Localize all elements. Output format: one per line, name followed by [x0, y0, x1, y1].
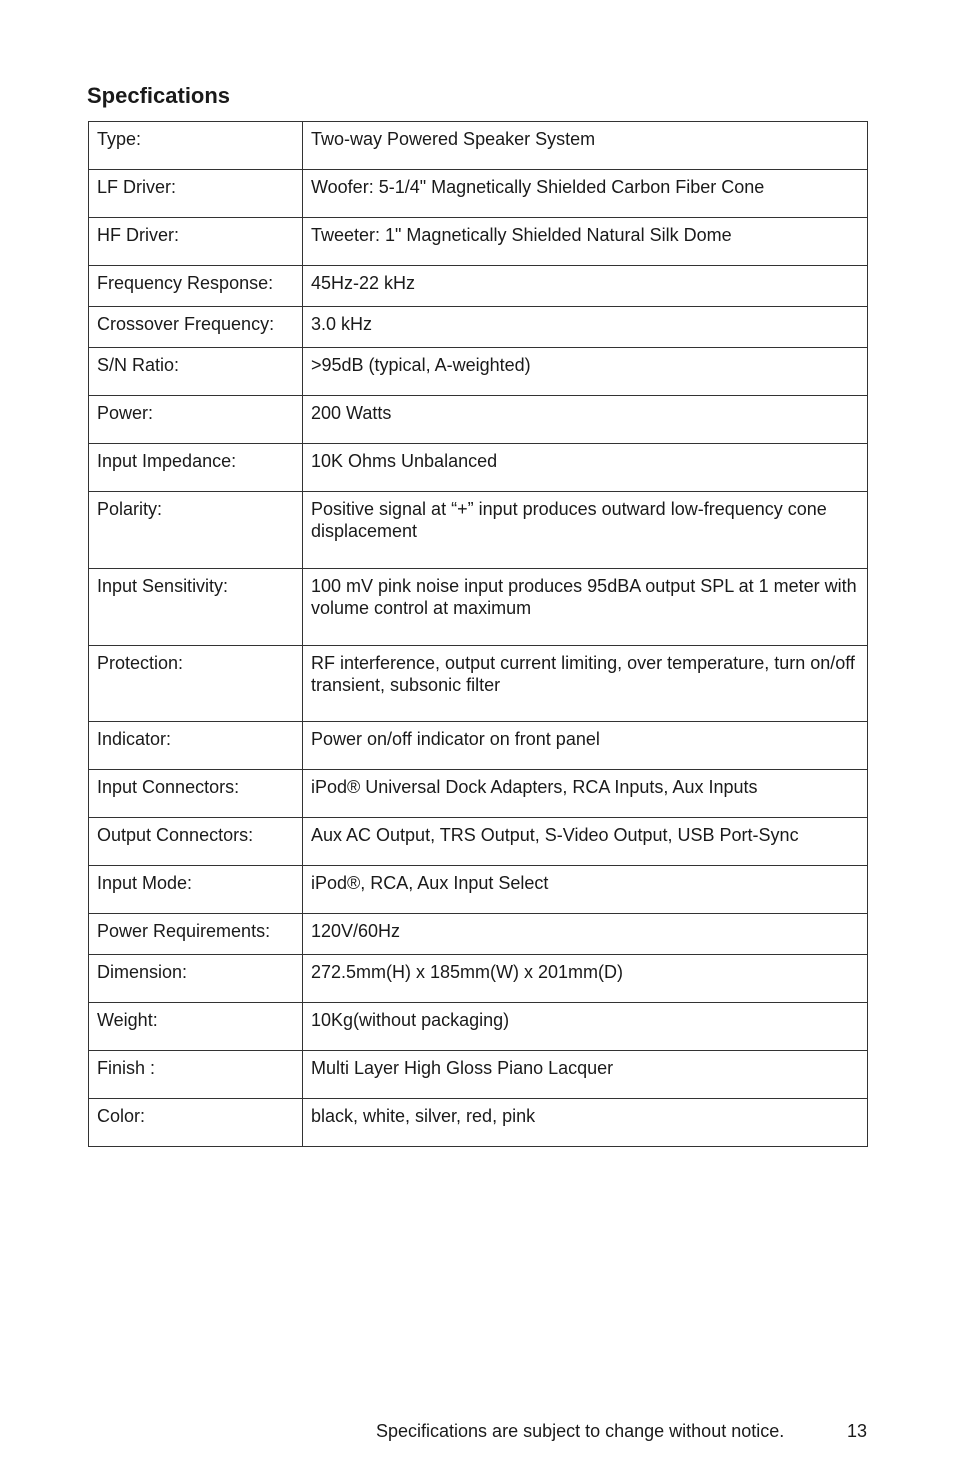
table-row: [89, 218, 868, 266]
spec-value: 10Kg(without packaging): [303, 1003, 868, 1051]
spec-value: Tweeter: 1" Magnetically Shielded Natural Silk Dome: [303, 218, 868, 266]
spec-label: Type:: [89, 122, 303, 170]
spec-label: Weight:: [89, 1003, 303, 1051]
spec-value: Two-way Powered Speaker System: [303, 122, 868, 170]
page-number: 13: [847, 1421, 868, 1441]
spec-label: Finish :: [89, 1051, 303, 1099]
spec-label: Color:: [89, 1099, 303, 1147]
spec-value: 200 Watts: [303, 396, 868, 444]
spec-value: black, white, silver, red, pink: [303, 1099, 868, 1147]
table-row: [89, 170, 868, 218]
spec-label: Input Connectors:: [89, 770, 303, 818]
table-row: [89, 722, 868, 770]
table-row: [89, 569, 868, 646]
spec-label: Crossover Frequency:: [89, 307, 303, 348]
table-row: [89, 955, 868, 1003]
footer-note: Specifications are subject to change without notice.: [376, 1421, 785, 1441]
spec-label: HF Driver:: [89, 218, 303, 266]
spec-label: S/N Ratio:: [89, 348, 303, 396]
spec-value: 10K Ohms Unbalanced: [303, 444, 868, 492]
spec-value: iPod® Universal Dock Adapters, RCA Inputs, Aux Inputs: [303, 770, 868, 818]
table-row: [89, 266, 868, 307]
spec-value: Multi Layer High Gloss Piano Lacquer: [303, 1051, 868, 1099]
specifications-table: [88, 121, 868, 1147]
table-row: [89, 122, 868, 170]
spec-value: >95dB (typical, A-weighted): [303, 348, 868, 396]
table-row: [89, 396, 868, 444]
spec-value: 3.0 kHz: [303, 307, 868, 348]
table-row: [89, 646, 868, 722]
spec-label: Output Connectors:: [89, 818, 303, 866]
spec-label: Power Requirements:: [89, 914, 303, 955]
spec-value: iPod®, RCA, Aux Input Select: [303, 866, 868, 914]
table-row: [89, 307, 868, 348]
spec-label: Polarity:: [89, 492, 303, 569]
table-row: [89, 818, 868, 866]
spec-value: 120V/60Hz: [303, 914, 868, 955]
spec-label: Input Mode:: [89, 866, 303, 914]
spec-value: 45Hz-22 kHz: [303, 266, 868, 307]
table-row: [89, 348, 868, 396]
table-row: [89, 444, 868, 492]
spec-value: RF interference, output current limiting, over temperature, turn on/off transient, subsonic filter: [303, 646, 868, 722]
spec-label: Indicator:: [89, 722, 303, 770]
spec-value: 272.5mm(H) x 185mm(W) x 201mm(D): [303, 955, 868, 1003]
spec-label: LF Driver:: [89, 170, 303, 218]
spec-value: Positive signal at “+” input produces outward low-frequency cone displacement: [303, 492, 868, 569]
spec-label: Frequency Response:: [89, 266, 303, 307]
page-title: Specfications: [87, 83, 231, 108]
table-row: [89, 1051, 868, 1099]
table-row: [89, 1003, 868, 1051]
spec-label: Dimension:: [89, 955, 303, 1003]
table-row: [89, 770, 868, 818]
spec-label: Power:: [89, 396, 303, 444]
table-row: [89, 914, 868, 955]
spec-value: Woofer: 5-1/4" Magnetically Shielded Carbon Fiber Cone: [303, 170, 868, 218]
table-row: [89, 1099, 868, 1147]
spec-value: 100 mV pink noise input produces 95dBA output SPL at 1 meter with volume control at maximum: [303, 569, 868, 646]
spec-value: Power on/off indicator on front panel: [303, 722, 868, 770]
table-row: [89, 866, 868, 914]
spec-label: Input Sensitivity:: [89, 569, 303, 646]
spec-value: Aux AC Output, TRS Output, S-Video Output, USB Port-Sync: [303, 818, 868, 866]
spec-label: Input Impedance:: [89, 444, 303, 492]
table-row: [89, 492, 868, 569]
spec-label: Protection:: [89, 646, 303, 722]
